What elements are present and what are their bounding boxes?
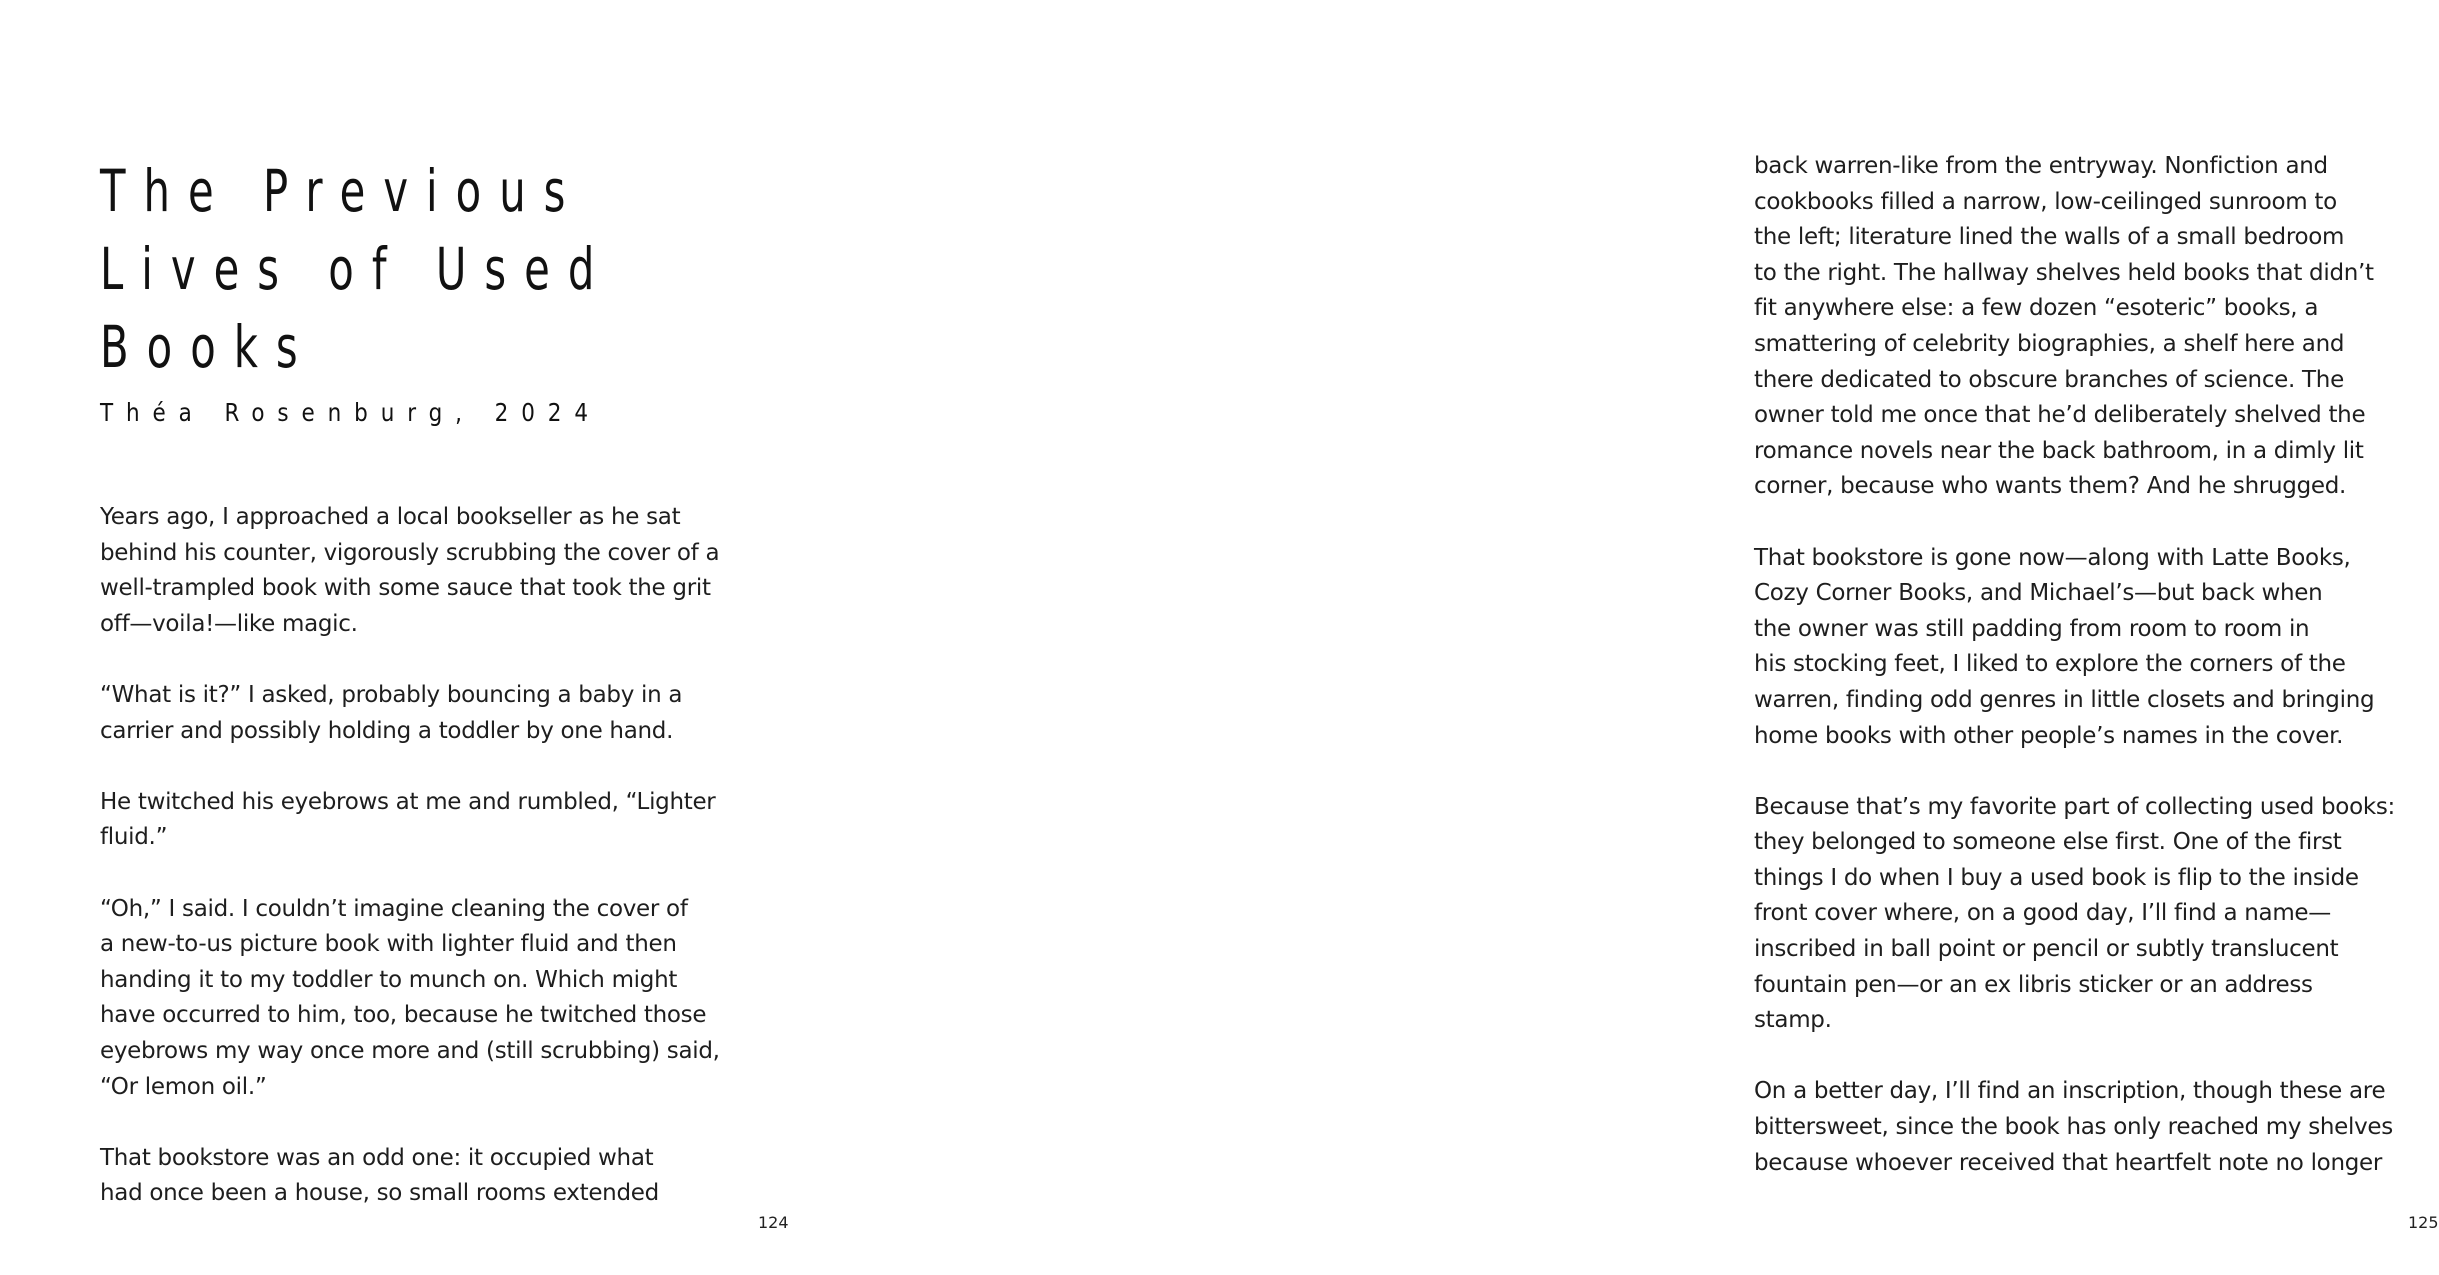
paragraph [1754,790,2394,1039]
text-line: bittersweet, since the book has only reached my shelves [1754,1114,2393,1141]
right-body-text [1754,149,2394,1181]
page-number-left: 124 [758,1213,789,1232]
text-line: things I do when I buy a used book is flip to the inside [1754,864,2359,891]
text-line: stamp. [1754,1007,1832,1034]
paragraph [100,500,720,642]
text-line: “Or lemon oil.” [100,1073,267,1100]
title-line: Books [100,313,316,381]
text-line: had once been a house, so small rooms extended [100,1180,659,1207]
text-line: carrier and possibly holding a toddler by one hand. [100,717,674,744]
text-line: there dedicated to obscure branches of science. The [1754,366,2344,393]
text-line: fit anywhere else: a few dozen “esoteric” books, a [1754,295,2319,322]
text-line: inscribed in ball point or pencil or subtly translucent [1754,936,2339,963]
text-line: back warren-like from the entryway. Nonfiction and [1754,153,2328,179]
text-line: That bookstore was an odd one: it occupied what [100,1144,654,1171]
text-line: a new-to-us picture book with lighter fluid and then [100,931,677,958]
text-line: home books with other people’s names in the cover. [1754,722,2344,749]
text-line: they belonged to someone else first. One of the first [1754,829,2342,856]
text-line: the owner was still padding from room to room in [1754,615,2310,642]
left-page [0,0,825,1275]
paragraph [100,785,720,856]
right-page [825,0,2439,1275]
text-line: smattering of celebrity biographies, a shelf here and [1754,330,2345,357]
text-line: the left; literature lined the walls of a small bedroom [1754,224,2345,251]
text-line: Because that’s my favorite part of collecting used books: [1754,793,2395,820]
chapter-title [100,152,690,386]
text-line: cookbooks filled a narrow, low-ceilinged sunroom to [1754,188,2337,215]
author-byline: Théa Rosenburg, 2024 [100,398,601,427]
text-line: corner, because who wants them? And he shrugged. [1754,473,2347,500]
page-number-right: 125 [2408,1213,2439,1232]
paragraph [1754,541,2394,755]
left-body-text [100,500,720,1212]
text-line: have occurred to him, too, because he twitched those [100,1002,707,1029]
text-line: On a better day, I’ll find an inscription, though these are [1754,1078,2386,1105]
text-line: eyebrows my way once more and (still scrubbing) said, [100,1037,720,1064]
text-line: his stocking feet, I liked to explore the corners of the [1754,651,2346,678]
text-line: romance novels near the back bathroom, in a dimly lit [1754,437,2364,464]
text-line: That bookstore is gone now—along with Latte Books, [1754,544,2351,571]
text-line: “Oh,” I said. I couldn’t imagine cleaning the cover of [100,895,688,922]
text-line: owner told me once that he’d deliberately shelved the [1754,402,2366,429]
text-line: handing it to my toddler to munch on. Which might [100,966,678,993]
paragraph [100,892,720,1106]
text-line: Cozy Corner Books, and Michael’s—but back when [1754,580,2323,607]
text-line: off—voila!—like magic. [100,610,358,637]
text-line: Years ago, I approached a local bookseller as he sat [100,504,681,530]
paragraph [1754,149,2394,505]
paragraph [100,678,720,749]
paragraph [1754,1074,2394,1181]
text-line: fountain pen—or an ex libris sticker or an address [1754,971,2313,998]
text-line: fluid.” [100,824,168,851]
title-line: Lives of Used [100,235,613,303]
text-line: warren, finding odd genres in little closets and bringing [1754,686,2375,713]
text-line: behind his counter, vigorously scrubbing the cover of a [100,539,720,566]
text-line: “What is it?” I asked, probably bouncing a baby in a [100,681,683,708]
text-line: front cover where, on a good day, I’ll find a name— [1754,900,2331,927]
title-line: The Previous [100,157,584,225]
text-line: to the right. The hallway shelves held books that didn’t [1754,259,2374,286]
text-line: because whoever received that heartfelt note no longer [1754,1149,2383,1176]
text-line: well-trampled book with some sauce that took the grit [100,575,711,602]
text-line: He twitched his eyebrows at me and rumbled, “Lighter [100,788,716,815]
paragraph [100,1141,720,1212]
